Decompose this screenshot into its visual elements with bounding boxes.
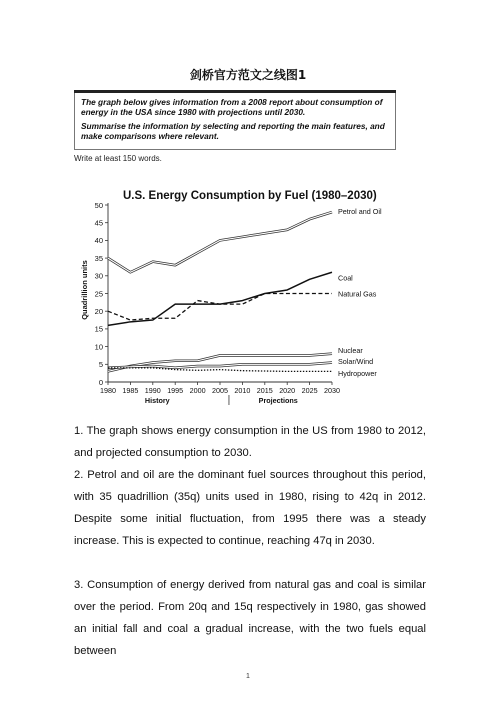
y-tick-label: 30 xyxy=(94,271,103,281)
energy-line-chart xyxy=(60,178,420,414)
x-tick-label: 2005 xyxy=(212,386,228,395)
y-tick-label: 20 xyxy=(94,307,103,316)
series-label: Solar/Wind xyxy=(338,357,374,367)
series-line-natural-gas xyxy=(108,294,332,321)
y-tick-label: 45 xyxy=(94,218,103,228)
task-summary-instruction: Summarise the information by selecting and reporting the main features, and make comparisons where relevant. xyxy=(81,121,385,141)
x-tick-label: 2030 xyxy=(324,386,340,395)
section-label-history: History xyxy=(144,396,170,405)
series-line-nuclear-outer xyxy=(108,354,332,372)
chart-svg xyxy=(60,178,420,414)
chart-title: U.S. Energy Consumption by Fuel (1980–2030) xyxy=(123,190,377,202)
y-tick-label: 25 xyxy=(94,289,103,299)
task-instructions-box xyxy=(74,90,396,150)
y-tick-label: 15 xyxy=(94,324,103,334)
x-tick-label: 2015 xyxy=(256,386,273,395)
x-tick-label: 2020 xyxy=(279,386,296,395)
series-line-hydropower xyxy=(108,368,332,372)
y-axis-label: Quadrillion units xyxy=(80,260,89,320)
paragraph-2: 2. Petrol and oil are the dominant fuel sources throughout this period, with 35 quadrillion (35q) units used in 1980, rising to 42q in 2012. Despite some initial fluctuation, from 1995 there was a steady increase. This is expected to continue, reaching 47q in 2030. xyxy=(74,469,426,547)
paragraph-3: 3. Consumption of energy derived from natural gas and coal is similar over the period. From 20q and 15q respectively in 1980, gas showed an initial fall and coal a gradual increase, with the two fuels equal between xyxy=(74,579,426,657)
y-tick-label: 50 xyxy=(94,200,103,210)
x-tick-label: 2010 xyxy=(234,386,251,395)
series-line-petrol-and-oil-outer xyxy=(108,212,332,272)
series-label: Nuclear xyxy=(338,346,363,356)
x-tick-label: 1985 xyxy=(122,386,139,395)
y-tick-label: 35 xyxy=(94,253,103,263)
page-number: 1 xyxy=(246,673,250,680)
y-tick-label: 5 xyxy=(98,360,103,370)
series-line-petrol-and-oil-inner xyxy=(108,212,332,272)
series-label: Petrol and Oil xyxy=(338,207,382,217)
y-tick-label: 40 xyxy=(94,236,103,246)
series-label: Coal xyxy=(338,273,353,283)
x-tick-label: 2025 xyxy=(301,386,318,395)
x-tick-label: 1990 xyxy=(144,386,161,395)
task-description: The graph below gives information from a 2008 report about consumption of energy in the USA since 1980 with projections until 2030. xyxy=(81,97,383,117)
section-label-projections: Projections xyxy=(258,396,298,405)
y-tick-label: 0 xyxy=(98,377,103,387)
x-tick-label: 2000 xyxy=(189,386,206,395)
paragraph-1: 1. The graph shows energy consumption in the US from 1980 to 2012, and projected consumption to 2030. xyxy=(74,425,426,459)
x-tick-label: 1980 xyxy=(100,386,116,395)
x-tick-label: 1995 xyxy=(167,386,184,395)
series-line-coal xyxy=(108,272,332,325)
series-label: Hydropower xyxy=(338,368,377,378)
y-tick-label: 10 xyxy=(94,342,103,352)
word-count-instruction: Write at least 150 words. xyxy=(74,154,162,163)
document-title: 剑桥官方范文之线图1 xyxy=(189,68,307,82)
series-label: Natural Gas xyxy=(338,289,377,299)
